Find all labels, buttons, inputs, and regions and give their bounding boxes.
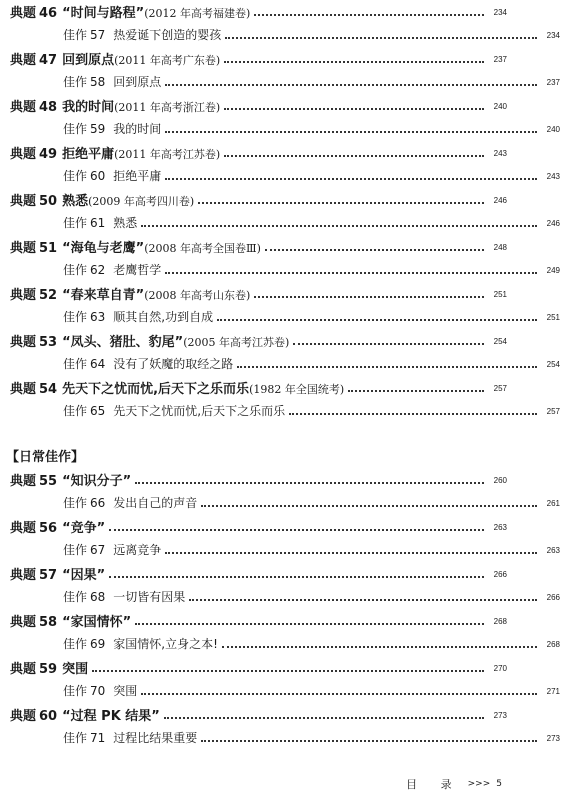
- entry-num: 66: [90, 496, 106, 510]
- entry-page-number: 270: [493, 663, 507, 673]
- entry-title: 拒绝平庸: [113, 169, 162, 183]
- page-number: 5: [496, 779, 502, 789]
- entry-num: 68: [90, 590, 106, 604]
- toc-entry-topic[interactable]: [0, 515, 520, 537]
- entry-num: 69: [90, 637, 106, 651]
- dot-leader: [141, 692, 537, 695]
- entry-title: 我的时间: [113, 122, 162, 136]
- dot-leader: [165, 177, 537, 180]
- entry-lead: [10, 237, 261, 256]
- entry-num: 49: [39, 146, 58, 162]
- toc-entry-topic[interactable]: [0, 609, 520, 631]
- entry-title: “凤头、猪肚、豹尾”: [62, 334, 184, 350]
- entry-page-number: 251: [546, 313, 560, 322]
- page-footer: [406, 776, 502, 792]
- entry-page-number: 248: [493, 242, 507, 252]
- entry-title: 突围: [62, 661, 89, 677]
- entry-num: 53: [39, 334, 58, 350]
- entry-page-number: 260: [493, 475, 507, 485]
- entry-label: 典题: [10, 614, 37, 630]
- entry-lead: [63, 635, 218, 652]
- toc-entry-topic[interactable]: [0, 0, 520, 22]
- entry-num: 58: [90, 75, 106, 89]
- entry-title: 家国情怀,立身之本!: [113, 637, 218, 651]
- entry-label: 佳作: [63, 404, 88, 418]
- entry-title: 远离竞争: [113, 543, 162, 557]
- dot-leader: [109, 575, 484, 578]
- entry-num: 61: [90, 216, 106, 230]
- entry-label: 典题: [10, 52, 37, 68]
- dot-leader: [348, 389, 484, 392]
- toc-entry-topic[interactable]: [0, 656, 520, 678]
- entry-title: 热爱诞下创造的婴孩: [113, 28, 222, 42]
- entry-title: 一切皆有因果: [113, 590, 186, 604]
- entry-num: 59: [90, 122, 106, 136]
- entry-num: 56: [39, 520, 58, 536]
- entry-lead: [10, 96, 220, 115]
- toc-entry-essay[interactable]: [0, 586, 573, 608]
- toc-entry-essay[interactable]: [0, 259, 573, 281]
- entry-source: (2009 年高考四川卷): [88, 194, 195, 208]
- toc-entry-essay[interactable]: [0, 212, 573, 234]
- entry-label: 典题: [10, 661, 37, 677]
- toc-entry-topic[interactable]: [0, 188, 520, 210]
- entry-page-number: 249: [546, 266, 560, 275]
- entry-lead: [63, 167, 161, 184]
- toc-entry-topic[interactable]: [0, 235, 520, 257]
- entry-page-number: 263: [493, 522, 507, 532]
- entry-lead: [10, 705, 160, 724]
- entry-lead: [10, 517, 105, 536]
- entry-label: 典题: [10, 240, 37, 256]
- toc-entry-topic[interactable]: [0, 562, 520, 584]
- dot-leader: [222, 645, 537, 648]
- entry-lead: [63, 120, 161, 137]
- entry-lead: [63, 682, 137, 699]
- entry-label: 典题: [10, 146, 37, 162]
- entry-lead: [10, 2, 250, 21]
- entry-page-number: 268: [546, 640, 560, 649]
- entry-lead: [10, 331, 289, 350]
- toc-entry-essay[interactable]: [0, 165, 573, 187]
- toc-entry-topic[interactable]: [0, 94, 520, 116]
- entry-label: 佳作: [63, 543, 88, 557]
- entry-page-number: 237: [546, 78, 560, 87]
- entry-page-number: 254: [546, 360, 560, 369]
- entry-page-number: 257: [493, 383, 507, 393]
- entry-lead: [63, 729, 197, 746]
- entry-num: 60: [90, 169, 106, 183]
- entry-title: 拒绝平庸: [62, 146, 115, 162]
- entry-title: 回到原点: [113, 75, 162, 89]
- entry-num: 48: [39, 99, 58, 115]
- entry-source: (2005 年高考江苏卷): [183, 335, 290, 349]
- entry-lead: [10, 658, 88, 677]
- dot-leader: [237, 365, 537, 368]
- dot-leader: [254, 295, 484, 298]
- entry-title: 顺其自然,功到自成: [113, 310, 214, 324]
- entry-lead: [10, 284, 250, 303]
- entry-label: 佳作: [63, 590, 88, 604]
- entry-label: 典题: [10, 193, 37, 209]
- dot-leader: [198, 201, 484, 204]
- entry-lead: [63, 541, 161, 558]
- entry-page-number: 273: [546, 734, 560, 743]
- entry-page-number: 240: [493, 101, 507, 111]
- toc-entry-topic[interactable]: [0, 468, 520, 490]
- entry-title: “时间与路程”: [62, 5, 145, 21]
- dot-leader: [165, 271, 537, 274]
- entry-label: 佳作: [63, 122, 88, 136]
- entry-label: 典题: [10, 381, 37, 397]
- entry-title: 没有了妖魔的取经之路: [113, 357, 234, 371]
- dot-leader: [109, 528, 484, 531]
- dot-leader: [92, 669, 484, 672]
- entry-label: 典题: [10, 473, 37, 489]
- entry-lead: [10, 49, 220, 68]
- entry-title: 熟悉: [113, 216, 138, 230]
- entry-label: 佳作: [63, 169, 88, 183]
- footer-label: 目 录: [406, 778, 462, 791]
- entry-label: 佳作: [63, 28, 88, 42]
- entry-num: 71: [90, 731, 106, 745]
- entry-num: 59: [39, 661, 58, 677]
- entry-page-number: 257: [546, 407, 560, 416]
- entry-label: 典题: [10, 5, 37, 21]
- toc-entry-essay[interactable]: [0, 727, 573, 749]
- entry-label: 佳作: [63, 216, 88, 230]
- entry-title: 过程比结果重要: [113, 731, 198, 745]
- toc-entry-essay[interactable]: [0, 400, 573, 422]
- entry-lead: [63, 73, 161, 90]
- entry-page-number: 234: [546, 31, 560, 40]
- entry-num: 50: [39, 193, 58, 209]
- entry-page-number: 266: [493, 569, 507, 579]
- entry-label: 佳作: [63, 263, 88, 277]
- toc-entry-topic[interactable]: [0, 376, 520, 398]
- toc-entry-essay[interactable]: [0, 118, 573, 140]
- toc-entry-topic[interactable]: [0, 47, 520, 69]
- entry-title: 先天下之忧而忧,后天下之乐而乐: [62, 381, 250, 397]
- entry-num: 57: [90, 28, 106, 42]
- entry-page-number: 254: [493, 336, 507, 346]
- entry-num: 63: [90, 310, 106, 324]
- dot-leader: [224, 107, 484, 110]
- toc-entry-essay[interactable]: [0, 680, 573, 702]
- entry-page-number: 246: [546, 219, 560, 228]
- toc-entry-essay[interactable]: [0, 492, 573, 514]
- entry-title: “知识分子”: [62, 473, 132, 489]
- entry-lead: [63, 308, 213, 325]
- dot-leader: [165, 551, 537, 554]
- entry-title: 我的时间: [62, 99, 115, 115]
- entry-title: “家国情怀”: [62, 614, 132, 630]
- entry-title: 突围: [113, 684, 138, 698]
- entry-page-number: 273: [493, 710, 507, 720]
- dot-leader: [201, 739, 537, 742]
- dot-leader: [189, 598, 537, 601]
- entry-source: (2008 年高考全国卷Ⅲ): [144, 241, 261, 255]
- toc-entry-essay[interactable]: [0, 71, 573, 93]
- entry-page-number: 268: [493, 616, 507, 626]
- entry-label: 佳作: [63, 684, 88, 698]
- entry-lead: [10, 564, 105, 583]
- toc-entry-topic[interactable]: [0, 329, 520, 351]
- entry-page-number: 266: [546, 593, 560, 602]
- entry-title: 回到原点: [62, 52, 115, 68]
- entry-title: “春来草自青”: [62, 287, 145, 303]
- entry-title: 先天下之忧而忧,后天下之乐而乐: [113, 404, 286, 418]
- entry-page-number: 243: [546, 172, 560, 181]
- entry-lead: [63, 214, 137, 231]
- dot-leader: [141, 224, 537, 227]
- entry-page-number: 261: [546, 499, 560, 508]
- entry-source: (2011 年高考江苏卷): [114, 147, 221, 161]
- entry-label: 典题: [10, 567, 37, 583]
- entry-lead: [63, 26, 221, 43]
- entry-title: 老鹰哲学: [113, 263, 162, 277]
- entry-label: 佳作: [63, 75, 88, 89]
- dot-leader: [293, 342, 484, 345]
- toc-entry-topic[interactable]: [0, 141, 520, 163]
- entry-title: 发出自己的声音: [113, 496, 198, 510]
- entry-source: (2011 年高考广东卷): [114, 53, 221, 67]
- entry-title: “过程 PK 结果”: [62, 708, 160, 724]
- entry-page-number: 243: [493, 148, 507, 158]
- dot-leader: [165, 83, 537, 86]
- dot-leader: [265, 248, 484, 251]
- entry-lead: [10, 611, 131, 630]
- entry-label: 典题: [10, 520, 37, 536]
- dot-leader: [254, 13, 484, 16]
- entry-num: 64: [90, 357, 106, 371]
- footer-arrows: >>>: [467, 779, 491, 789]
- toc-entry-essay[interactable]: [0, 306, 573, 328]
- dot-leader: [225, 36, 537, 39]
- entry-num: 60: [39, 708, 58, 724]
- toc-entry-essay[interactable]: [0, 353, 573, 375]
- entry-label: 典题: [10, 334, 37, 350]
- entry-label: 典题: [10, 99, 37, 115]
- entry-title: “海龟与老鹰”: [62, 240, 145, 256]
- entry-num: 55: [39, 473, 58, 489]
- entry-label: 佳作: [63, 357, 88, 371]
- section-header: 【日常佳作】: [6, 450, 85, 465]
- entry-lead: [10, 190, 194, 209]
- toc-entry-essay[interactable]: [0, 633, 573, 655]
- toc-entry-essay[interactable]: [0, 24, 573, 46]
- entry-num: 46: [39, 5, 58, 21]
- entry-page-number: 246: [493, 195, 507, 205]
- entry-num: 62: [90, 263, 106, 277]
- entry-lead: [63, 402, 285, 419]
- entry-page-number: 251: [493, 289, 507, 299]
- entry-label: 典题: [10, 287, 37, 303]
- entry-lead: [63, 588, 185, 605]
- dot-leader: [165, 130, 537, 133]
- entry-num: 54: [39, 381, 58, 397]
- entry-num: 58: [39, 614, 58, 630]
- entry-source: (1982 年全国统考): [249, 382, 345, 396]
- entry-num: 52: [39, 287, 58, 303]
- entry-num: 51: [39, 240, 58, 256]
- entry-num: 67: [90, 543, 106, 557]
- dot-leader: [135, 622, 484, 625]
- entry-lead: [63, 355, 233, 372]
- dot-leader: [217, 318, 537, 321]
- toc-entry-topic[interactable]: [0, 282, 520, 304]
- dot-leader: [164, 716, 484, 719]
- dot-leader: [135, 481, 484, 484]
- toc-entry-essay[interactable]: [0, 539, 573, 561]
- entry-num: 65: [90, 404, 106, 418]
- entry-lead: [10, 143, 220, 162]
- entry-lead: [10, 378, 344, 397]
- dot-leader: [224, 154, 484, 157]
- toc-entry-topic[interactable]: [0, 703, 520, 725]
- entry-lead: [63, 494, 197, 511]
- entry-page-number: 234: [493, 7, 507, 17]
- entry-lead: [10, 470, 131, 489]
- entry-title: “竞争”: [62, 520, 106, 536]
- entry-label: 佳作: [63, 637, 88, 651]
- entry-num: 47: [39, 52, 58, 68]
- entry-label: 典题: [10, 708, 37, 724]
- entry-label: 佳作: [63, 731, 88, 745]
- entry-source: (2012 年高考福建卷): [144, 6, 251, 20]
- entry-page-number: 263: [546, 546, 560, 555]
- entry-source: (2011 年高考浙江卷): [114, 100, 221, 114]
- entry-lead: [63, 261, 161, 278]
- entry-page-number: 240: [546, 125, 560, 134]
- entry-label: 佳作: [63, 496, 88, 510]
- dot-leader: [289, 412, 537, 415]
- entry-num: 70: [90, 684, 106, 698]
- entry-title: “因果”: [62, 567, 106, 583]
- entry-num: 57: [39, 567, 58, 583]
- entry-page-number: 237: [493, 54, 507, 64]
- entry-title: 熟悉: [62, 193, 89, 209]
- dot-leader: [201, 504, 537, 507]
- entry-label: 佳作: [63, 310, 88, 324]
- entry-source: (2008 年高考山东卷): [144, 288, 251, 302]
- dot-leader: [224, 60, 484, 63]
- entry-page-number: 271: [546, 687, 560, 696]
